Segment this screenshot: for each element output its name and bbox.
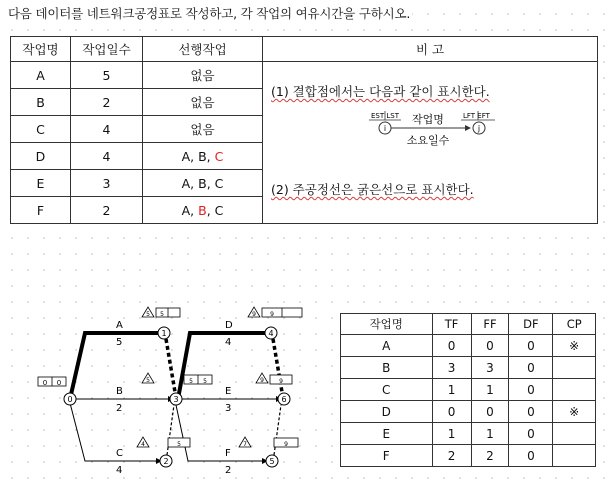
float-cp: ※ <box>553 401 596 423</box>
dummy-2-3 <box>167 405 174 455</box>
float-ff: 2 <box>471 445 509 467</box>
float-cp <box>553 379 596 401</box>
svg-text:0: 0 <box>67 395 73 404</box>
arrow-f <box>176 405 264 461</box>
activity-days-c: 4 <box>116 465 123 475</box>
svg-text:5: 5 <box>177 441 181 448</box>
activity-data-table <box>10 36 598 224</box>
activity-name: B <box>11 89 71 116</box>
svg-text:5: 5 <box>146 377 150 384</box>
svg-text:9: 9 <box>284 441 288 448</box>
float-tf: 2 <box>432 445 471 467</box>
header-activity: 작업명 <box>11 37 71 62</box>
svg-text:i: i <box>383 124 387 133</box>
float-ff: 0 <box>471 335 509 357</box>
network-diagram <box>30 295 330 475</box>
float-tf: 0 <box>432 401 471 423</box>
activity-label-f: F <box>225 448 231 459</box>
float-name: E <box>341 423 433 445</box>
instruction-text: 다음 데이터를 네트워크공정표로 작성하고, 각 작업의 여유시간을 구하시오. <box>8 6 411 21</box>
critical-path-d <box>178 333 265 399</box>
header-df: DF <box>509 314 553 335</box>
header-activity: 작업명 <box>341 314 433 335</box>
svg-text:1: 1 <box>161 329 167 338</box>
svg-text:9: 9 <box>279 378 283 385</box>
svg-text:5: 5 <box>189 378 193 385</box>
svg-text:9: 9 <box>260 377 264 384</box>
float-df: 0 <box>509 357 553 379</box>
float-tf: 0 <box>432 335 471 357</box>
svg-text:5: 5 <box>269 457 275 466</box>
float-df: 0 <box>509 445 553 467</box>
float-cp: ※ <box>553 335 596 357</box>
table-row <box>341 445 596 467</box>
float-cp <box>553 445 596 467</box>
float-name: A <box>341 335 433 357</box>
activity-name: A <box>11 62 71 89</box>
activity-label-d: D <box>225 320 233 331</box>
float-tf: 1 <box>432 379 471 401</box>
table-row <box>11 62 598 89</box>
header-tf: TF <box>432 314 471 335</box>
float-name: B <box>341 357 433 379</box>
table-row <box>341 423 596 445</box>
node-legend <box>363 108 513 158</box>
svg-text:5: 5 <box>203 378 207 385</box>
activity-name: E <box>11 170 71 197</box>
float-cp <box>553 357 596 379</box>
activity-label-e: E <box>225 386 232 397</box>
svg-text:5: 5 <box>146 311 150 318</box>
activity-predecessor: A, B, C <box>143 143 263 170</box>
activity-predecessor: 없음 <box>143 89 263 116</box>
svg-text:5: 5 <box>160 311 164 318</box>
activity-days: 3 <box>71 170 143 197</box>
float-ff: 0 <box>471 401 509 423</box>
legend-duration: 소요일수 <box>406 134 450 147</box>
float-df: 0 <box>509 401 553 423</box>
float-tf: 3 <box>432 357 471 379</box>
activity-name: F <box>11 197 71 224</box>
activity-days-b: 2 <box>116 403 123 414</box>
svg-text:6: 6 <box>281 395 287 404</box>
header-predecessor: 선행작업 <box>143 37 263 62</box>
float-name: D <box>341 401 433 423</box>
table-row <box>341 357 596 379</box>
svg-text:j: j <box>477 124 481 133</box>
float-name: F <box>341 445 433 467</box>
float-ff: 1 <box>471 379 509 401</box>
activity-days-a: 5 <box>116 337 123 348</box>
float-df: 0 <box>509 335 553 357</box>
table-row <box>341 401 596 423</box>
node-5 <box>266 455 278 467</box>
svg-text:4: 4 <box>268 329 274 338</box>
activity-predecessor: 없음 <box>143 62 263 89</box>
svg-text:0: 0 <box>56 379 62 387</box>
activity-days: 4 <box>71 143 143 170</box>
activity-predecessor: A, B, C <box>143 170 263 197</box>
activity-predecessor: 없음 <box>143 116 263 143</box>
node-6 <box>278 393 290 405</box>
activity-days-f: 2 <box>225 465 232 475</box>
table-row <box>341 379 596 401</box>
float-table <box>340 313 596 467</box>
float-ff: 3 <box>471 357 509 379</box>
activity-label-a: A <box>116 320 123 331</box>
activity-days: 5 <box>71 62 143 89</box>
activity-label-c: C <box>116 448 123 459</box>
float-tf: 1 <box>432 423 471 445</box>
note-2: (2) 주공정선은 굵은선으로 표시한다. <box>271 182 474 197</box>
svg-text:9: 9 <box>252 311 256 318</box>
svg-text:0: 0 <box>42 379 48 387</box>
node-4 <box>265 327 277 339</box>
svg-text:4: 4 <box>141 441 145 448</box>
activity-days-e: 3 <box>225 403 232 414</box>
critical-path-a <box>70 333 158 399</box>
svg-text:3: 3 <box>173 395 179 404</box>
table-row <box>341 335 596 357</box>
float-df: 0 <box>509 423 553 445</box>
float-cp <box>553 423 596 445</box>
dummy-1-3 <box>166 339 175 392</box>
legend-right-box: LFT EFT <box>463 112 490 120</box>
note-1: (1) 결합점에서는 다음과 같이 표시한다. <box>271 84 490 99</box>
activity-predecessor: A, B, C <box>143 197 263 224</box>
header-ff: FF <box>471 314 509 335</box>
activity-days: 2 <box>71 89 143 116</box>
float-df: 0 <box>509 379 553 401</box>
activity-days: 2 <box>71 197 143 224</box>
activity-days: 4 <box>71 116 143 143</box>
activity-days-d: 4 <box>225 337 232 348</box>
dummy-5-6 <box>274 405 281 455</box>
float-ff: 1 <box>471 423 509 445</box>
float-name: C <box>341 379 433 401</box>
node-2 <box>160 455 172 467</box>
header-cp: CP <box>553 314 596 335</box>
activity-label-b: B <box>116 386 123 397</box>
svg-text:7: 7 <box>243 441 247 448</box>
remarks-cell <box>263 62 598 224</box>
legend-left-box: EST LST <box>371 112 399 120</box>
svg-text:2: 2 <box>163 457 169 466</box>
activity-name: C <box>11 116 71 143</box>
legend-activity: 작업명 <box>412 113 444 126</box>
activity-name: D <box>11 143 71 170</box>
svg-text:9: 9 <box>270 311 274 318</box>
node-1 <box>158 327 170 339</box>
header-duration: 작업일수 <box>71 37 143 62</box>
header-remarks: 비 고 <box>263 37 598 62</box>
arrow-c <box>70 403 158 461</box>
node-0 <box>64 393 76 405</box>
node-3 <box>170 393 182 405</box>
